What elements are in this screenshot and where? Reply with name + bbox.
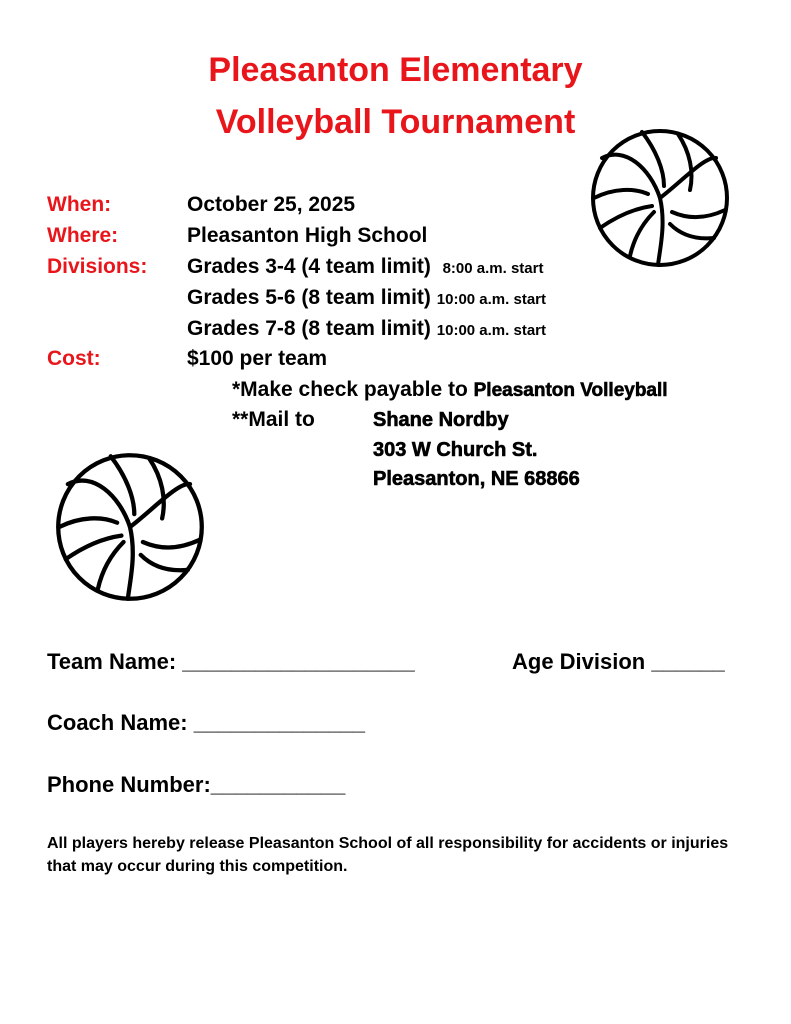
mail-label: **Mail to <box>232 408 315 431</box>
coach-name-field[interactable]: Coach Name: ______________ <box>47 710 366 735</box>
where-value: Pleasanton High School <box>187 224 428 247</box>
mail-city: Pleasanton, NE 68866 <box>373 468 580 490</box>
division-row <box>187 254 543 282</box>
team-name-field[interactable]: Team Name: ___________________ <box>47 649 415 674</box>
division-start: 10:00 a.m. start <box>436 322 546 339</box>
division-row <box>187 285 546 313</box>
volleyball-icon <box>590 128 730 268</box>
division-start: 10:00 a.m. start <box>436 291 546 308</box>
title-line-2: Volleyball Tournament <box>215 103 576 141</box>
check-payee: Pleasanton Volleyball <box>473 380 668 401</box>
phone-number-field[interactable]: Phone Number:___________ <box>47 772 346 797</box>
divisions-label: Divisions: <box>47 255 148 278</box>
when-label: When: <box>47 193 112 216</box>
check-note <box>232 377 668 404</box>
division-grades: Grades 7-8 (8 team limit) <box>187 317 431 340</box>
division-start: 8:00 a.m. start <box>442 260 544 277</box>
cost-value: $100 per team <box>187 347 328 370</box>
when-value: October 25, 2025 <box>187 193 356 216</box>
mail-name: Shane Nordby <box>373 409 509 431</box>
division-grades: Grades 3-4 (4 team limit) <box>187 255 431 278</box>
division-grades: Grades 5-6 (8 team limit) <box>187 286 431 309</box>
age-division-field[interactable]: Age Division ______ <box>512 649 725 674</box>
title-line-1: Pleasanton Elementary <box>208 51 583 89</box>
disclaimer: All players hereby release Pleasanton School of all responsibility for accidents or injuries that may occur during this competition. <box>47 835 729 875</box>
mail-street: 303 W Church St. <box>373 439 538 461</box>
where-label: Where: <box>47 224 119 247</box>
division-row <box>187 316 546 344</box>
check-note-text: *Make check payable to <box>232 378 468 401</box>
cost-label: Cost: <box>47 347 101 370</box>
volleyball-icon <box>55 452 205 602</box>
